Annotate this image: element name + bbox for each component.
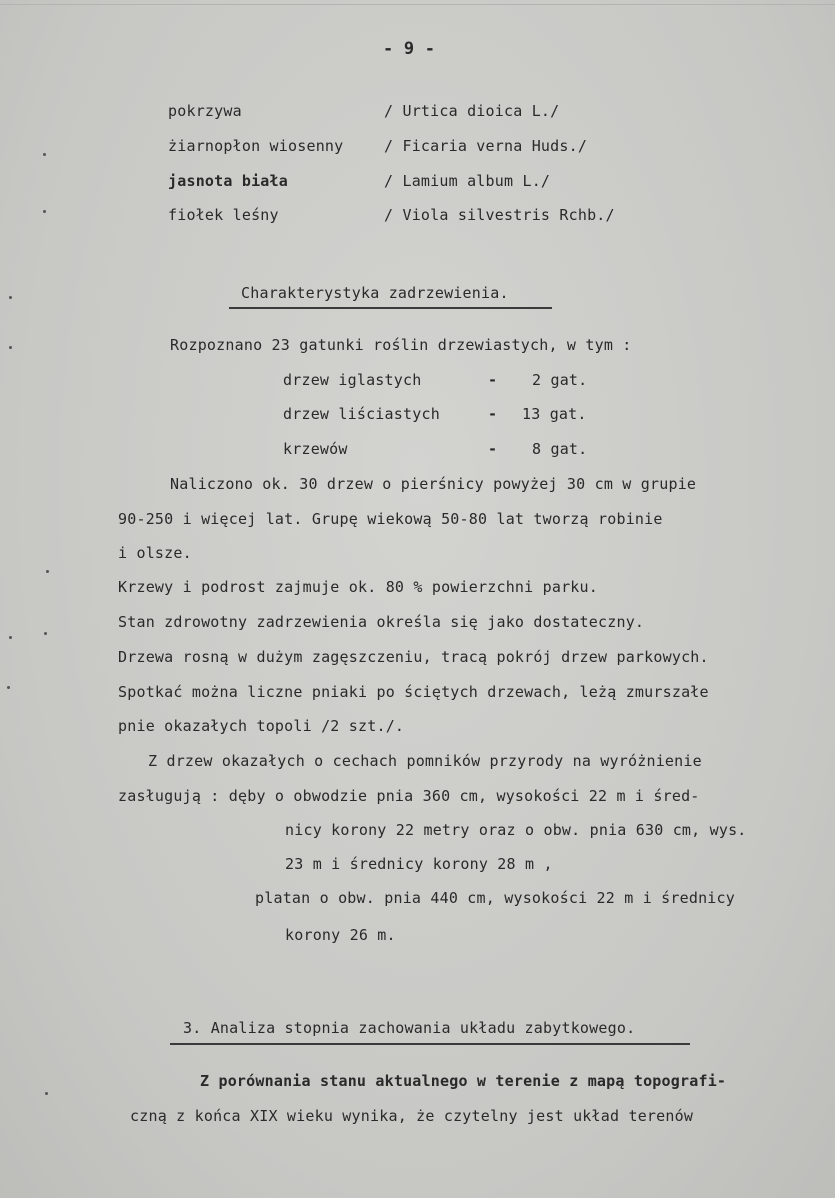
section-heading-tree-stand: Charakterystyka zadrzewienia. bbox=[241, 284, 509, 302]
species-latin-2: / Ficaria verna Huds./ bbox=[384, 137, 588, 155]
scan-speck bbox=[44, 632, 47, 635]
species-latin-1: / Urtica dioica L./ bbox=[384, 102, 560, 120]
body-line-7: Spotkać można liczne pniaki po ściętych drzewach, leżą zmurszałe bbox=[118, 683, 709, 701]
scan-speck bbox=[43, 153, 46, 156]
body-line-8: pnie okazałych topoli /2 szt./. bbox=[118, 717, 405, 735]
heading-underline bbox=[170, 1043, 690, 1045]
scan-speck bbox=[43, 210, 46, 213]
breakdown-label-3: krzewów bbox=[283, 440, 348, 458]
breakdown-dash-2: - bbox=[488, 405, 498, 423]
breakdown-label-2: drzew liściastych bbox=[283, 405, 440, 423]
species-common-1: pokrzywa bbox=[168, 102, 242, 120]
species-latin-4: / Viola silvestris Rchb./ bbox=[384, 206, 615, 224]
species-common-4: fiołek leśny bbox=[168, 206, 279, 224]
breakdown-count-1: 2 gat. bbox=[532, 371, 588, 389]
breakdown-dash-1: - bbox=[488, 371, 498, 389]
species-common-3: jasnota biała bbox=[168, 172, 288, 190]
analysis-line-2: czną z końca XIX wieku wynika, że czytelny jest układ terenów bbox=[130, 1107, 694, 1125]
monuments-line-6: korony 26 m. bbox=[285, 926, 396, 944]
scan-speck bbox=[7, 686, 10, 689]
analysis-line-1: Z porównania stanu aktualnego w terenie z mapą topografi- bbox=[200, 1072, 727, 1090]
body-line-6: Drzewa rosną w dużym zagęszczeniu, tracą pokrój drzew parkowych. bbox=[118, 648, 709, 666]
monuments-line-2: zasługują : dęby o obwodzie pnia 360 cm, wysokości 22 m i śred- bbox=[118, 787, 700, 805]
monuments-line-4: 23 m i średnicy korony 28 m , bbox=[285, 855, 553, 873]
scan-speck bbox=[9, 346, 12, 349]
intro-text: Rozpoznano 23 gatunki roślin drzewiastych, w tym : bbox=[170, 336, 632, 354]
section-heading-analysis: 3. Analiza stopnia zachowania układu zabytkowego. bbox=[183, 1019, 636, 1037]
scan-speck bbox=[9, 296, 12, 299]
body-line-1: Naliczono ok. 30 drzew o pierśnicy powyżej 30 cm w grupie bbox=[170, 475, 697, 493]
species-common-2: żiarnopłon wiosenny bbox=[168, 137, 344, 155]
scan-speck bbox=[45, 1092, 48, 1095]
scan-speck bbox=[9, 636, 12, 639]
body-line-3: i olsze. bbox=[118, 544, 192, 562]
body-line-2: 90-250 i więcej lat. Grupę wiekową 50-80 lat tworzą robinie bbox=[118, 510, 663, 528]
scan-edge-line bbox=[0, 4, 835, 5]
monuments-line-1: Z drzew okazałych o cechach pomników przyrody na wyróżnienie bbox=[148, 752, 702, 770]
monuments-line-3: nicy korony 22 metry oraz o obw. pnia 630 cm, wys. bbox=[285, 821, 747, 839]
scan-speck bbox=[46, 570, 49, 573]
body-line-5: Stan zdrowotny zadrzewienia określa się jako dostateczny. bbox=[118, 613, 645, 631]
heading-underline bbox=[229, 307, 552, 309]
breakdown-dash-3: - bbox=[488, 440, 498, 458]
page-number: - 9 - bbox=[383, 39, 436, 59]
breakdown-count-3: 8 gat. bbox=[532, 440, 588, 458]
breakdown-label-1: drzew iglastych bbox=[283, 371, 422, 389]
body-line-4: Krzewy i podrost zajmuje ok. 80 % powierzchni parku. bbox=[118, 578, 598, 596]
species-latin-3: / Lamium album L./ bbox=[384, 172, 551, 190]
monuments-line-5: platan o obw. pnia 440 cm, wysokości 22 m i średnicy bbox=[255, 889, 735, 907]
breakdown-count-2: 13 gat. bbox=[522, 405, 587, 423]
